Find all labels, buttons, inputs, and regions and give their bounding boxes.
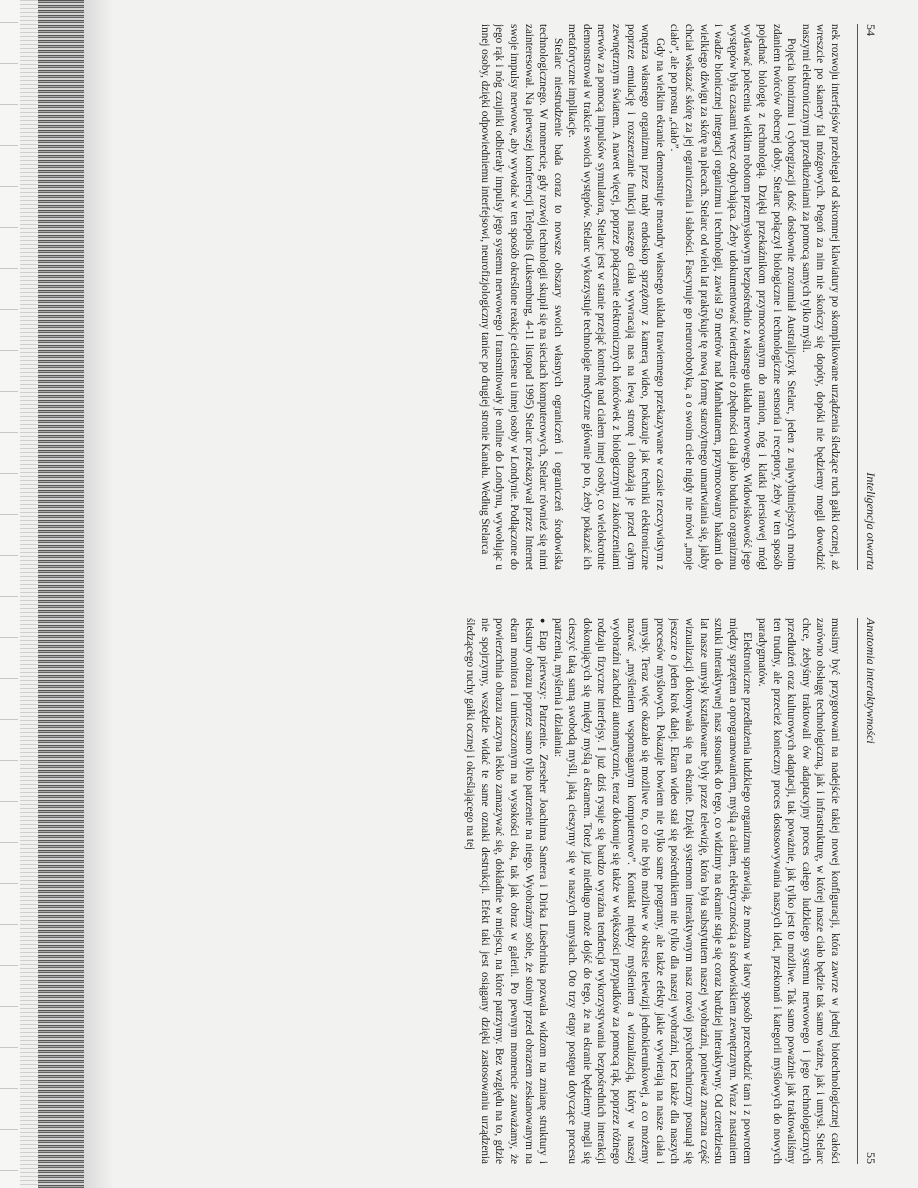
paragraph: Stelarc niestrudzenie bada coraz to nowsze obszary swoich własnych ograniczeń i ograniczeń środowiska technologicznego. W momencie, gdy rozwój technologii skupił się na sieciach komputerowych, Stelarc również się nimi zainteresował. Na pierwszej konferencji Telepolis (Luksemburg, 4-11 listopad 1995) Stelarc przekazywał przez Internet swoje impulsy nerwowe, aby wywołać w ten sposób określone reakcje cielesne u innej osoby w Londynie. Podłączone do jego rąk i nóg czujniki odbierały impulsy jego systemu nerwowego i transmitowały je online do Londynu, wywołując u innej osoby, dzięki odpowiedniemu interfejsowi, neurofizjologiczny taniec po drugiej stronie Kanału. Według Stelarca [478,24,564,570]
spine-fade [20,0,38,1188]
left-header-rule [857,24,858,570]
bullet-paragraph: ● Etap pierwszy: Patrzenie. Zerseher Joachima Santera i Dirka Lüsebrinka pozwala widzom na zmianę struktury i tekstury obrazu poprzez samo tylko patrzenie na niego. Wyobraźmy sobie, że stoimy przed obrazem zeskanowanym na ekran monitora i umieszczonym na wysokości oka, tak jak obraz w galerii. Po pewnym momencie zauważamy, że powierzchnia obrazu zaczyna lekko zamazywać się, dokładnie w miejscu, na które patrzymy. Bez względu na to, gdzie nie spojrzymy, wszędzie widać te same oznaki destrukcji. Efekt taki jest osiągany dzięki zastosowaniu urządzenia śledzącego ruchy gałki ocznej i określającego na tej [463,618,551,1164]
paragraph: Pojęcia bionizmu i cyborgizacji dość dosłownie zrozumiał Australijczyk Stelarc, jeden z najwybitniejszych moim zdaniem twórców obecnej doby. Stelarc połączył biologiczne i technologiczne sensoria i receptory, żeby w ten sposób pojednać biologię z technologią. Dzięki przekaźnikom przymocowanym do ramion, nóg i klatki piersiowej mógł wydawać polecenia wielkim robotom przemysłowym bezpośrednio z własnego układu nerwowego. Widowiskowość jego występów była czasami wręcz odpychająca. Żeby udokumentować twierdzenie o zbędności ciała jako budulca organizmu i wadze bionicznej integracji organizmu i technologii, zawisł 50 metrów nad Manhattanem, przymocowany hakami do wielkiego dźwigu za skórę na plecach. Stelarc od wielu lat praktykuje tę nową formę starożytnego umartwiania się, jakby chciał wskazać skórę za jej ograniczenia i słabości. Fascynuje go neurorobotyka, a o swoim ciele nigdy nie mówi „moje ciało”, ale po prostu „ciało”. [668,24,798,570]
right-page-body [128,618,842,1164]
paragraph: musimy być przygotowani na nadejście takiej nowej konfiguracji, która zawrze w jednej biotechnologicznej całości zarówno obsługę technologiczną, jak i infrastrukturę, w której nasze ciało będzie tak samo ważne, jak i umysł. Stelarc chce, żebyśmy traktowali ów adaptacyjny proces całego ludzkiego systemu nerwowego i jego technologicznych przedłużeń oraz kulturowych adaptacji, tak poważnie, jak tylko jest to możliwe. Tak samo poważnie jak traktowaliśmy ten trudny, ale przecież konieczny proces dostosowywania naszych idei, przekonań i kategorii myślowych do nowych paradygmatów. [756,618,841,1164]
right-page-number: 55 [864,1152,878,1164]
paragraph: Elektroniczne przedłużenia ludzkiego organizmu sprawiają, że można w łatwy sposób przechodzić tam i z powrotem między sprzętem a oprogramowaniem, myślą a ciałem, elektrycznością a środowiskiem zewnętrznym. Wraz z nastaniem sztuki interaktywnej nasz stosunek do tego, co widzimy na ekranie staje się coraz bardziej interaktywny. Od czterdziestu lat nasze umysły kształtowane były przez telewizję, która była substytutem naszej wyobraźni, ponieważ znaczna część wizualizacji dokonywała się na ekranie. Dzięki systemom interaktywnym nasz rozwój psychotechniczny posunął się jeszcze o jeden krok dalej. Ekran wideo stał się pośrednikiem nie tylko dla naszej wyobraźni, lecz także dla naszych procesów myślowych. Pokazuje bowiem nie tylko same programy, ale także efekty jakie wywierają na nasze ciała i umysły. Teraz więc okazało się możliwe to, co nie było możliwe w okresie telewizji jednokierunkowej, a co możemy nazwać „myśleniem wspomaganym komputerowo”. Kontakt między myśleniem a wizualizacją, który w naszej wyobraźni zachodzi automatycznie, teraz dokonuje się także w większości przypadków za pomocą rąk, poprzez różnego rodzaju fizyczne interfejsy. I już dziś rysuje się bardzo wyraźna tendencja wykorzystywania bezpośrednich interakcji dokonujących się między myślą a ekranem. Toteż już niedługo może dojść do tego, że na ekranie będziemy mogli się cieszyć taką samą swobodą myśli, jaką cieszymy się w naszych umysłach. Oto trzy etapy postępu dotyczące procesu patrzenia, myślenia i działania: [551,618,754,1164]
left-page-body [128,24,842,570]
spine-band [38,0,84,1188]
right-header-rule [857,618,858,1164]
left-page-header [858,24,878,570]
right-page [110,594,900,1188]
rotated-book-spread [110,0,900,1188]
scan-speckles [0,0,18,1188]
paragraph: Gdy na wielkim ekranie demonstruje meandry własnego układu trawiennego przekazywane w czasie rzeczywistym z wnętrza własnego organizmu przez mały endoskop sprzężony z kamerą wideo, pokazuje jak techniki elektroniczne poprzez emulację i rozszerzanie funkcji naszego ciała wywracają nas na lewą stronę i obnażają je przed całym zewnętrznym światem. A nawet więcej, poprzez połączenie elektronicznych końcówek z biologicznymi zakończeniami nerwów za pomocą impulsów symulatora, Stelarc jest w stanie przejąć kontrolę nad ciałem innej osoby, co wielokrotnie demonstrował w trakcie swoich występów. Stelarc wykorzystuje technologie medyczne głównie po to, żeby pokazać ich metaforyczne implikacje. [566,24,666,570]
right-running-title: Anatomia interaktywności [864,618,878,744]
left-page [110,0,900,594]
right-page-header [858,618,878,1164]
paragraph: nek rozwoju interfejsów przebiegał od skromnej klawiatury po skomplikowane urządzenia śledzące ruch gałki ocznej, aż wreszcie po skanery fal mózgowych. Pogoń za nim nie skończy się dopóty, dopóki nie będziemy mogli dowodzić naszymi elektronicznymi przedłużeniami za pomocą samych tylko myśli. [799,24,841,570]
left-running-title: Inteligencja otwarta [864,472,878,570]
left-page-number: 54 [864,24,878,36]
